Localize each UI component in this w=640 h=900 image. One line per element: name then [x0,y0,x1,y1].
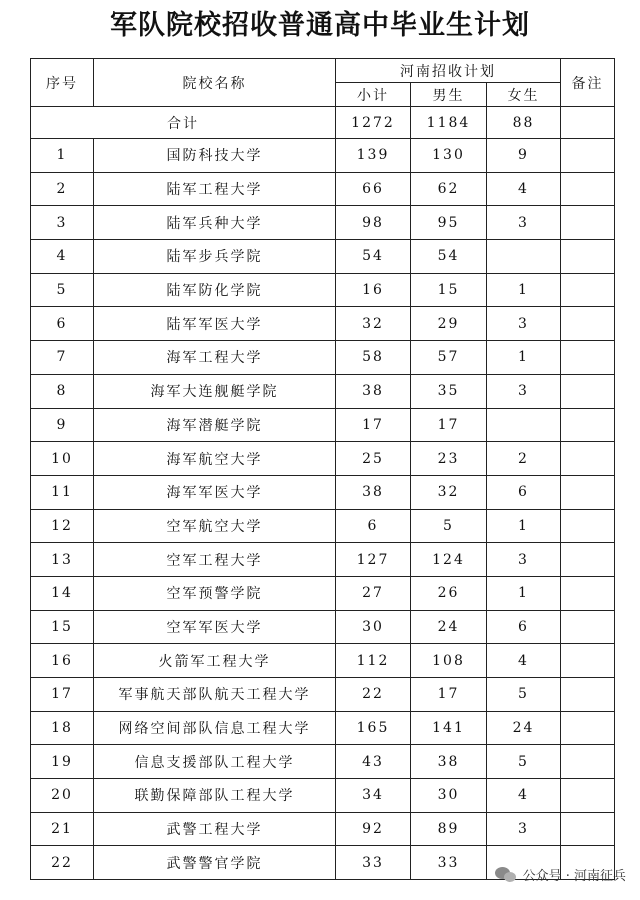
total-label: 合计 [31,107,336,139]
row-subtotal: 33 [336,846,411,880]
row-note [561,206,615,240]
header-plan-group: 河南招收计划 [336,59,561,83]
table-row [31,139,615,173]
row-seq: 3 [31,206,94,240]
row-female: 1 [487,509,561,543]
row-female: 9 [487,139,561,173]
total-female: 88 [487,107,561,139]
row-school-name: 海军潜艇学院 [94,408,336,442]
row-school-name: 陆军步兵学院 [94,240,336,274]
row-seq: 20 [31,779,94,813]
row-note [561,442,615,476]
header-school: 院校名称 [94,59,336,107]
row-note [561,273,615,307]
row-seq: 21 [31,812,94,846]
row-male: 17 [411,408,487,442]
total-row [31,107,615,139]
row-subtotal: 66 [336,172,411,206]
row-subtotal: 127 [336,543,411,577]
row-seq: 11 [31,475,94,509]
row-male: 29 [411,307,487,341]
row-subtotal: 30 [336,610,411,644]
row-seq: 5 [31,273,94,307]
table-row [31,172,615,206]
row-female: 4 [487,644,561,678]
row-male: 130 [411,139,487,173]
table-row [31,779,615,813]
row-seq: 13 [31,543,94,577]
row-school-name: 空军工程大学 [94,543,336,577]
row-school-name: 海军大连舰艇学院 [94,374,336,408]
row-male: 124 [411,543,487,577]
row-subtotal: 112 [336,644,411,678]
row-seq: 9 [31,408,94,442]
row-seq: 22 [31,846,94,880]
row-note [561,475,615,509]
row-subtotal: 32 [336,307,411,341]
row-seq: 7 [31,341,94,375]
row-school-name: 海军军医大学 [94,475,336,509]
row-seq: 19 [31,745,94,779]
header-seq: 序号 [31,59,94,107]
header-row-top [31,59,615,83]
row-female: 3 [487,374,561,408]
row-subtotal: 25 [336,442,411,476]
row-male: 33 [411,846,487,880]
row-seq: 14 [31,576,94,610]
row-note [561,711,615,745]
row-school-name: 陆军兵种大学 [94,206,336,240]
table-row [31,374,615,408]
table-row [31,812,615,846]
table-row [31,678,615,712]
row-note [561,240,615,274]
row-school-name: 陆军军医大学 [94,307,336,341]
row-seq: 4 [31,240,94,274]
table-row [31,509,615,543]
row-note [561,172,615,206]
row-subtotal: 165 [336,711,411,745]
row-male: 108 [411,644,487,678]
row-school-name: 军事航天部队航天工程大学 [94,678,336,712]
header-note: 备注 [561,59,615,107]
watermark-text: 公众号 · 河南征兵 [522,869,626,884]
row-note [561,812,615,846]
table-row [31,206,615,240]
row-school-name: 武警警官学院 [94,846,336,880]
table-row [31,745,615,779]
page-title: 军队院校招收普通高中毕业生计划 [110,10,530,41]
row-male: 5 [411,509,487,543]
row-school-name: 空军预警学院 [94,576,336,610]
row-note [561,374,615,408]
row-seq: 12 [31,509,94,543]
row-female: 6 [487,610,561,644]
row-male: 54 [411,240,487,274]
row-male: 89 [411,812,487,846]
row-seq: 17 [31,678,94,712]
total-note [561,107,615,139]
row-male: 15 [411,273,487,307]
table-row [31,240,615,274]
table-row [31,307,615,341]
row-note [561,610,615,644]
row-subtotal: 27 [336,576,411,610]
row-note [561,509,615,543]
row-seq: 10 [31,442,94,476]
row-male: 24 [411,610,487,644]
row-female: 5 [487,678,561,712]
row-school-name: 空军航空大学 [94,509,336,543]
row-female: 3 [487,543,561,577]
row-subtotal: 54 [336,240,411,274]
row-male: 141 [411,711,487,745]
header-subtotal: 小计 [336,83,411,107]
row-male: 62 [411,172,487,206]
row-female: 24 [487,711,561,745]
row-school-name: 陆军工程大学 [94,172,336,206]
row-male: 26 [411,576,487,610]
row-male: 95 [411,206,487,240]
row-seq: 16 [31,644,94,678]
row-male: 35 [411,374,487,408]
row-seq: 1 [31,139,94,173]
header-female: 女生 [487,83,561,107]
row-seq: 8 [31,374,94,408]
row-female: 3 [487,307,561,341]
row-school-name: 武警工程大学 [94,812,336,846]
table-row [31,711,615,745]
row-female: 1 [487,341,561,375]
row-note [561,576,615,610]
row-school-name: 空军军医大学 [94,610,336,644]
row-male: 57 [411,341,487,375]
row-subtotal: 38 [336,374,411,408]
row-female: 1 [487,576,561,610]
row-female: 4 [487,779,561,813]
row-female: 6 [487,475,561,509]
row-note [561,644,615,678]
enrollment-plan-table [30,58,615,880]
table-row [31,644,615,678]
row-note [561,341,615,375]
row-note [561,543,615,577]
row-male: 23 [411,442,487,476]
row-subtotal: 34 [336,779,411,813]
row-subtotal: 17 [336,408,411,442]
table-row [31,475,615,509]
row-school-name: 海军航空大学 [94,442,336,476]
row-subtotal: 98 [336,206,411,240]
row-note [561,307,615,341]
table-row [31,273,615,307]
table-row [31,610,615,644]
row-male: 32 [411,475,487,509]
row-female: 4 [487,172,561,206]
row-subtotal: 38 [336,475,411,509]
table-row [31,576,615,610]
header-male: 男生 [411,83,487,107]
row-subtotal: 6 [336,509,411,543]
total-male: 1184 [411,107,487,139]
row-seq: 6 [31,307,94,341]
row-subtotal: 22 [336,678,411,712]
table-row [31,341,615,375]
row-school-name: 信息支援部队工程大学 [94,745,336,779]
row-school-name: 火箭军工程大学 [94,644,336,678]
row-school-name: 国防科技大学 [94,139,336,173]
row-seq: 2 [31,172,94,206]
row-school-name: 陆军防化学院 [94,273,336,307]
table-row [31,408,615,442]
row-subtotal: 58 [336,341,411,375]
row-subtotal: 92 [336,812,411,846]
row-female: 3 [487,206,561,240]
total-subtotal: 1272 [336,107,411,139]
row-male: 38 [411,745,487,779]
row-school-name: 联勤保障部队工程大学 [94,779,336,813]
row-female: 3 [487,812,561,846]
row-female: 1 [487,273,561,307]
row-female [487,240,561,274]
row-female: 5 [487,745,561,779]
table-row [31,543,615,577]
row-female: 2 [487,442,561,476]
row-note [561,678,615,712]
row-subtotal: 43 [336,745,411,779]
row-female [487,408,561,442]
table-row [31,442,615,476]
row-subtotal: 139 [336,139,411,173]
row-note [561,139,615,173]
row-seq: 18 [31,711,94,745]
row-note [561,408,615,442]
watermark [495,865,626,884]
row-school-name: 海军工程大学 [94,341,336,375]
row-school-name: 网络空间部队信息工程大学 [94,711,336,745]
row-male: 30 [411,779,487,813]
wechat-icon [495,867,517,883]
row-note [561,779,615,813]
row-note [561,745,615,779]
row-seq: 15 [31,610,94,644]
row-male: 17 [411,678,487,712]
row-subtotal: 16 [336,273,411,307]
